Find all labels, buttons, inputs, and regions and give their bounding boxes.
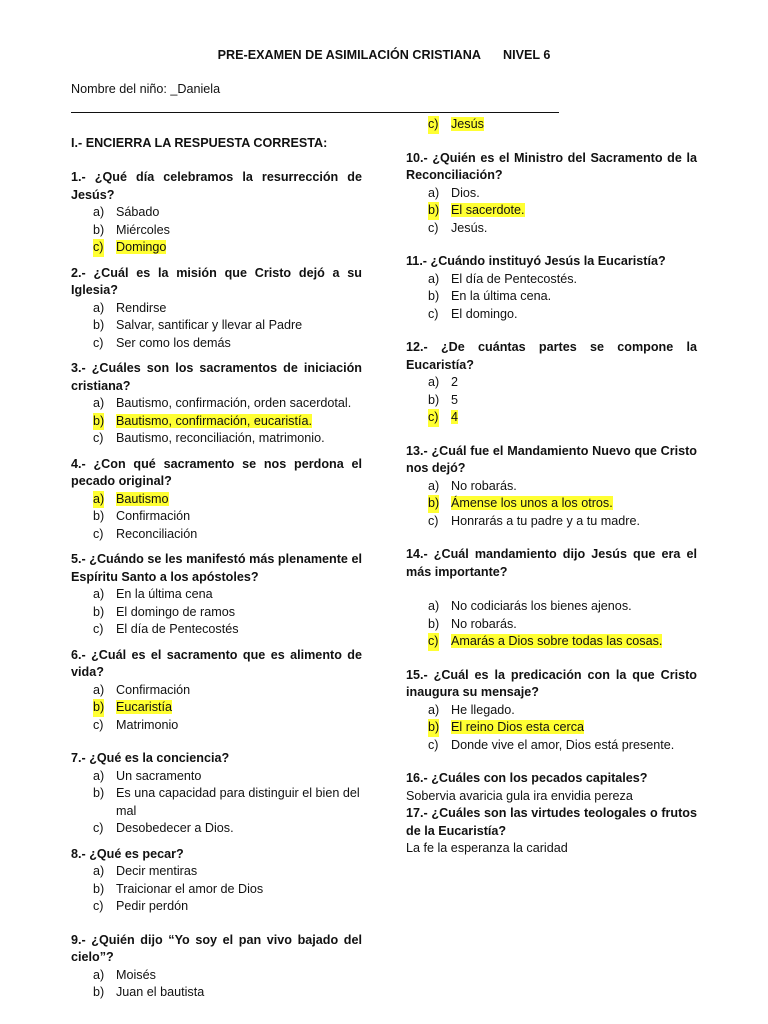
option-c-selected[interactable]: c) Jesús: [406, 116, 697, 134]
option-c[interactable]: c) Matrimonio: [93, 717, 179, 732]
question-text: 4.- ¿Con qué sacramento se nos perdona el pecado original?: [71, 456, 362, 488]
option-a[interactable]: a) No codiciarás los bienes ajenos.: [428, 599, 632, 613]
option-b-selected[interactable]: b) Ámense los unos a los otros.: [406, 495, 697, 513]
question-2: [71, 265, 362, 353]
option-b-selected[interactable]: b) Eucaristía: [71, 699, 362, 717]
option-b[interactable]: b) Confirmación: [93, 509, 191, 523]
option-b-selected[interactable]: b) El sacerdote.: [406, 202, 697, 220]
question-text: 17.- ¿Cuáles son las virtudes teologales o frutos de la Eucaristía?: [406, 806, 697, 838]
option-b-selected[interactable]: b) El reino Dios esta cerca: [406, 719, 697, 737]
question-text: 16.- ¿Cuáles con los pecados capitales?: [406, 771, 648, 785]
option-c-selected[interactable]: c) Domingo: [71, 239, 362, 257]
question-11: [406, 253, 697, 323]
option-a[interactable]: a) Moisés: [93, 967, 156, 982]
question-text: 13.- ¿Cuál fue el Mandamiento Nuevo que Cristo nos dejó?: [406, 443, 697, 475]
question-10: [406, 150, 697, 238]
question-1: [71, 169, 362, 257]
option-c[interactable]: c) Bautismo, reconciliación, matrimonio.: [93, 431, 325, 445]
option-a[interactable]: a) 2: [428, 375, 459, 389]
option-a[interactable]: a) Decir mentiras: [93, 864, 198, 878]
section-heading: I.- ENCIERRA LA RESPUESTA CORRESTA:: [71, 136, 328, 150]
option-c-selected[interactable]: c) Amarás a Dios sobre todas las cosas.: [406, 633, 697, 651]
question-text: 8.- ¿Qué es pecar?: [71, 846, 184, 861]
question-9-continued: [406, 116, 697, 134]
option-c[interactable]: c) Donde vive el amor, Dios está presente.: [428, 737, 675, 752]
question-text: 1.- ¿Qué día celebramos la resurrección de Jesús?: [71, 170, 362, 202]
option-b[interactable]: b) Traicionar el amor de Dios: [93, 881, 264, 896]
question-8: [71, 846, 362, 916]
question-15: [406, 667, 697, 755]
question-3: [71, 360, 362, 448]
question-text: 11.- ¿Cuándo instituyó Jesús la Eucaristía?: [406, 254, 666, 268]
question-text: 3.- ¿Cuáles son los sacramentos de iniciación cristiana?: [71, 361, 362, 393]
option-c[interactable]: c) Honrarás a tu padre y a tu madre.: [428, 513, 641, 528]
option-a[interactable]: a) He llegado.: [428, 702, 515, 717]
option-a[interactable]: a) Un sacramento: [93, 768, 202, 783]
option-b[interactable]: b) 5: [428, 392, 459, 407]
option-b[interactable]: b) No robarás.: [428, 616, 517, 631]
option-a[interactable]: a) Bautismo, confirmación, orden sacerdotal.: [93, 396, 352, 410]
option-c[interactable]: c) El día de Pentecostés: [93, 622, 239, 636]
option-a[interactable]: a) Dios.: [428, 185, 480, 200]
option-c[interactable]: c) Jesús.: [428, 220, 488, 235]
written-answer: La fe la esperanza la caridad: [406, 841, 568, 855]
question-text: 5.- ¿Cuándo se les manifestó más plenamente el Espíritu Santo a los apóstoles?: [71, 552, 362, 584]
question-text: 7.- ¿Qué es la conciencia?: [71, 751, 230, 765]
question-9: [71, 932, 362, 1002]
student-name-field: Nombre del niño: _Daniela: [71, 82, 221, 96]
option-c[interactable]: c) Desobedecer a Dios.: [93, 821, 234, 835]
left-column: [71, 169, 362, 1010]
question-text: 12.- ¿De cuántas partes se compone la Eucaristía?: [406, 340, 697, 372]
question-text: 9.- ¿Quién dijo “Yo soy el pan vivo bajado del cielo”?: [71, 932, 362, 964]
option-a[interactable]: a) Rendirse: [93, 300, 167, 315]
option-b-selected[interactable]: b) Bautismo, confirmación, eucaristía.: [71, 413, 362, 431]
option-a[interactable]: a) El día de Pentecostés.: [428, 271, 578, 286]
option-b[interactable]: b) En la última cena.: [428, 289, 552, 303]
question-text: 14.- ¿Cuál mandamiento dijo Jesús que era el más importante?: [406, 547, 697, 579]
level-text: NIVEL 6: [502, 48, 551, 62]
title-text: PRE-EXAMEN DE ASIMILACIÓN CRISTIANA: [217, 48, 481, 62]
question-17: [406, 805, 697, 858]
option-c[interactable]: c) Reconciliación: [93, 526, 198, 541]
question-14: [406, 546, 697, 651]
question-12: [406, 339, 697, 427]
option-c[interactable]: c) Ser como los demás: [93, 335, 231, 350]
right-column: [406, 116, 697, 866]
name-underline: [71, 112, 559, 113]
option-a[interactable]: a) Confirmación: [93, 682, 191, 697]
question-text: 15.- ¿Cuál es la predicación con la que Cristo inaugura su mensaje?: [406, 667, 697, 699]
question-text: 6.- ¿Cuál es el sacramento que es alimento de vida?: [71, 647, 362, 679]
question-4: [71, 456, 362, 544]
question-text: 2.- ¿Cuál es la misión que Cristo dejó a su Iglesia?: [71, 265, 362, 297]
page-title: [0, 47, 768, 65]
question-16: [406, 770, 697, 805]
option-c[interactable]: c) Pedir perdón: [93, 899, 189, 913]
option-b[interactable]: b) Es una capacidad para distinguir el bien del mal: [93, 786, 360, 818]
question-5: [71, 551, 362, 639]
option-b[interactable]: b) Juan el bautista: [93, 985, 205, 999]
written-answer: Sobervia avaricia gula ira envidia pereza: [406, 788, 633, 803]
question-13: [406, 443, 697, 531]
question-6: [71, 647, 362, 735]
question-text: 10.- ¿Quién es el Ministro del Sacramento de la Reconciliación?: [406, 150, 697, 182]
option-a[interactable]: a) En la última cena: [93, 587, 213, 601]
option-b[interactable]: b) El domingo de ramos: [93, 604, 236, 619]
question-7: [71, 750, 362, 838]
option-c-selected[interactable]: c) 4: [406, 409, 697, 427]
option-c[interactable]: c) El domingo.: [428, 306, 518, 321]
option-a[interactable]: a) No robarás.: [428, 478, 517, 493]
option-a[interactable]: a) Sábado: [93, 205, 160, 219]
option-a-selected[interactable]: a) Bautismo: [71, 491, 362, 509]
option-b[interactable]: b) Salvar, santificar y llevar al Padre: [93, 318, 303, 332]
option-b[interactable]: b) Miércoles: [93, 222, 170, 237]
